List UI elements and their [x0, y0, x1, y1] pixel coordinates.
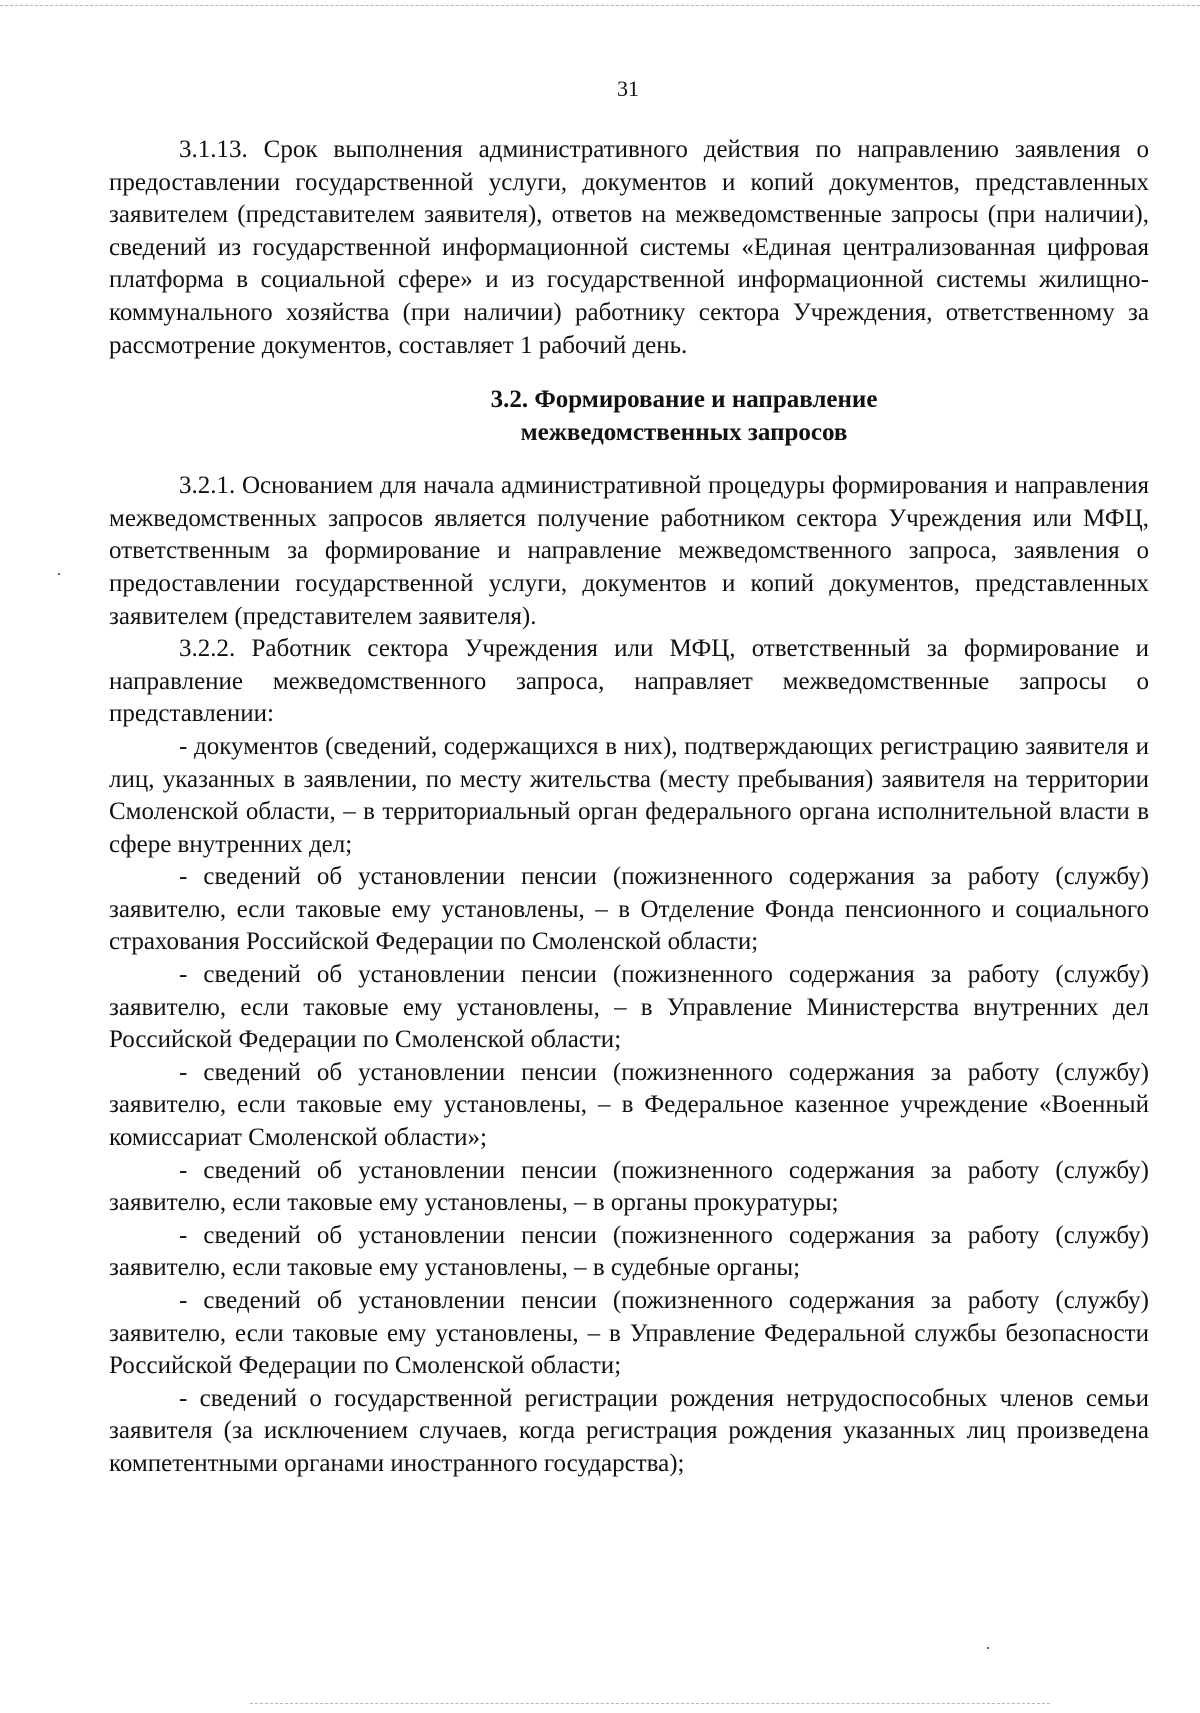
- page-number: 31: [617, 76, 639, 101]
- list-item: - сведений об установлении пенсии (пожизненного содержания за работу (службу) заявителю, если таковые ему установлены, – в Управление Министерства внутренних дел Российской Федерации по Смоленской области;: [109, 961, 1149, 1054]
- list-item: - сведений о государственной регистрации рождения нетрудоспособных членов семьи заявителя (за исключением случаев, когда регистрация рождения указанных лиц произведена компетентными органами иностранного государства);: [109, 1384, 1149, 1477]
- list-item: - сведений об установлении пенсии (пожизненного содержания за работу (службу) заявителю, если таковые ему установлены, – в Управление Федеральной службы безопасности Российской Федерации по Смоленской области;: [109, 1287, 1149, 1380]
- list-item: - сведений об установлении пенсии (пожизненного содержания за работу (службу) заявителю, если таковые ему установлены, – в Отделение Фонда пенсионного и социального страхования Российской Федерации по Смоленской области;: [109, 863, 1149, 956]
- section-heading-line-2: межведомственных запросов: [520, 419, 848, 447]
- list-item: - сведений об установлении пенсии (пожизненного содержания за работу (службу) заявителю, если таковые ему установлены, – в судебные органы;: [109, 1221, 1149, 1282]
- section-heading: [109, 383, 1149, 449]
- paragraph-3-2-2: 3.2.2. Работник сектора Учреждения или МФЦ, ответственный за формирование и направление межведомственного запроса, направляет межведомственные запросы о представлении:: [109, 635, 1149, 728]
- scan-speck: [987, 1647, 989, 1649]
- scan-edge-bottom: [250, 1703, 1050, 1704]
- scan-speck: [58, 573, 60, 575]
- list-item: - сведений об установлении пенсии (пожизненного содержания за работу (службу) заявителю, если таковые ему установлены, – в Федеральное казенное учреждение «Военный комиссариат Смоленской области»;: [109, 1058, 1149, 1152]
- section-heading-line-1: 3.2. Формирование и направление: [490, 386, 878, 414]
- paragraph-3-1-13: 3.1.13. Срок выполнения административного действия по направлению заявления о предоставлении государственной услуги, документов и копий документов, представленных заявителем (представителем заявителя), ответов на межведомственные запросы (при наличии), сведений из государственной информационной системы «Единая централизованная цифровая платформа в социальной сфере» и из государственной информационной системы жилищно-коммунального хозяйства (при наличии) работнику сектора Учреждения, ответственному за рассмотрение документов, составляет 1 рабочий день.: [109, 136, 1149, 359]
- list-item: - сведений об установлении пенсии (пожизненного содержания за работу (службу) заявителю, если таковые ему установлены, – в органы прокуратуры;: [109, 1156, 1149, 1217]
- document-body: [109, 134, 1149, 1481]
- paragraph-3-2-1: 3.2.1. Основанием для начала административной процедуры формирования и направления межведомственных запросов является получение работником сектора Учреждения или МФЦ, ответственным за формирование и направление межведомственного запроса, заявления о предоставлении государственной услуги, документов и копий документов, представленных заявителем (представителем заявителя).: [109, 472, 1149, 630]
- scan-edge-top: [0, 5, 1200, 6]
- list-item: - документов (сведений, содержащихся в них), подтверждающих регистрацию заявителя и лиц, указанных в заявлении, по месту жительства (месту пребывания) заявителя на территории Смоленской области, – в территориальный орган федерального органа исполнительной власти в сфере внутренних дел;: [109, 732, 1149, 858]
